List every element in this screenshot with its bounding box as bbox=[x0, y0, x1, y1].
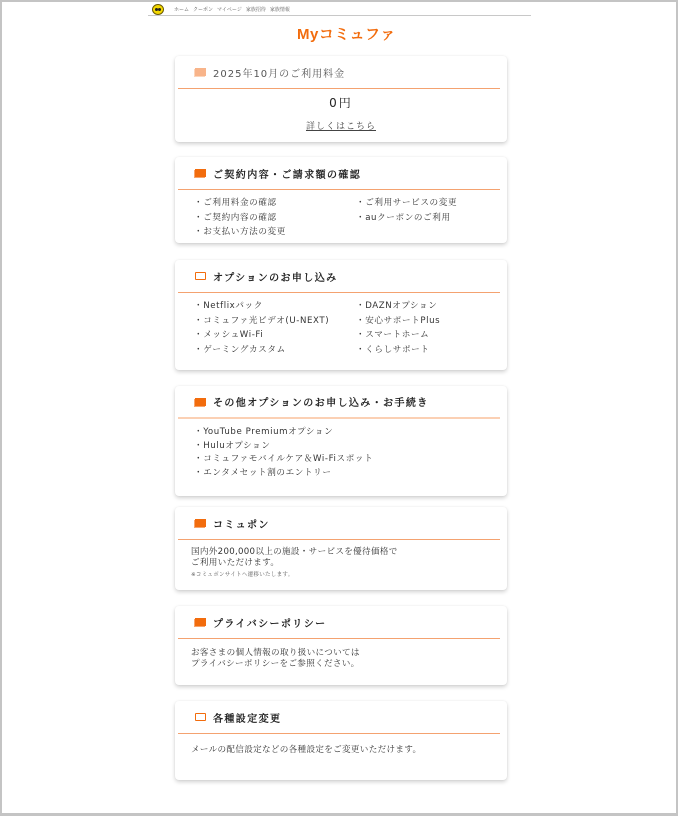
link-entame-set[interactable]: ・エンタメセット割のエントリー bbox=[194, 467, 332, 478]
nav-link-family-invite[interactable]: 家族招待 bbox=[245, 6, 266, 13]
link-au-coupon[interactable]: ・auクーポンのご利用 bbox=[356, 212, 451, 223]
billing-detail-link[interactable]: 詳しくはこちら bbox=[305, 122, 376, 132]
link-smart-home[interactable]: ・スマートホーム bbox=[356, 330, 430, 340]
settings-card[interactable] bbox=[175, 701, 507, 780]
commupon-line-2: ご利用いただけます。 bbox=[191, 558, 280, 568]
privacy-card[interactable] bbox=[175, 606, 507, 685]
nav-link-home[interactable]: ホーム bbox=[174, 6, 190, 13]
options-card bbox=[175, 260, 507, 370]
link-support-plus[interactable]: ・安心サポートPlus bbox=[356, 315, 441, 326]
book-icon bbox=[195, 618, 206, 626]
privacy-line-2: プライバシーポリシーをご参照ください。 bbox=[191, 659, 360, 669]
link-netflix[interactable]: ・Netflixパック bbox=[194, 301, 263, 311]
options-links bbox=[175, 293, 507, 357]
options-card-header bbox=[178, 260, 500, 293]
other-options-links bbox=[175, 419, 507, 480]
other-options-card-header bbox=[178, 386, 500, 419]
contract-title: ご契約内容・ご請求額の確認 bbox=[213, 169, 362, 181]
link-youtube-premium[interactable]: ・YouTube Premiumオプション bbox=[194, 427, 334, 437]
nav-link-family-info[interactable]: 家族情報 bbox=[269, 6, 290, 13]
commupon-card[interactable] bbox=[175, 507, 507, 590]
link-mobile-care[interactable]: ・コミュファモバイルケア＆Wi-Fiスポット bbox=[194, 454, 374, 464]
link-usage-fee[interactable]: ・ご利用料金の確認 bbox=[194, 198, 277, 208]
commupon-description bbox=[175, 540, 507, 581]
commupon-line-1: 国内外200,000以上の施設・サービスを優待価格で bbox=[191, 547, 398, 557]
square-outline-icon bbox=[195, 272, 206, 280]
book-icon bbox=[195, 169, 206, 177]
nav-link-coupon[interactable]: クーポン bbox=[193, 6, 214, 13]
link-change-service[interactable]: ・ご利用サービスの変更 bbox=[356, 198, 458, 208]
top-nav bbox=[152, 2, 294, 16]
settings-card-header bbox=[178, 701, 500, 734]
privacy-line-1: お客さまの個人情報の取り扱いについては bbox=[191, 648, 360, 658]
link-unext[interactable]: ・コミュファ光ビデオ(U-NEXT) bbox=[194, 315, 330, 326]
nav-divider bbox=[148, 15, 531, 16]
billing-title: 2025年10月のご利用料金 bbox=[213, 68, 346, 80]
nav-link-mypage[interactable]: マイページ bbox=[217, 6, 242, 13]
privacy-title: プライバシーポリシー bbox=[213, 618, 327, 630]
other-options-title: その他オプションのお申し込み・お手続き bbox=[213, 398, 429, 409]
link-gaming-custom[interactable]: ・ゲーミングカスタム bbox=[194, 344, 286, 355]
square-outline-icon bbox=[195, 713, 206, 721]
commupon-card-header bbox=[178, 507, 500, 540]
commupon-note: ※コミュポンサイトへ遷移いたします。 bbox=[191, 572, 294, 578]
book-icon bbox=[195, 519, 206, 527]
privacy-card-header bbox=[178, 606, 500, 639]
link-mesh-wifi[interactable]: ・メッシュWi-Fi bbox=[194, 330, 264, 340]
contract-links bbox=[175, 190, 507, 240]
book-icon bbox=[195, 398, 206, 406]
link-kurashi-support[interactable]: ・くらしサポート bbox=[356, 344, 430, 355]
mascot-face-icon[interactable] bbox=[152, 4, 164, 15]
privacy-description bbox=[175, 639, 507, 670]
book-icon bbox=[195, 68, 206, 76]
site-logo[interactable]: Myコミュファ bbox=[297, 26, 396, 43]
billing-amount: 0円 bbox=[329, 96, 353, 110]
link-hulu[interactable]: ・Huluオプション bbox=[194, 440, 271, 451]
link-payment-method[interactable]: ・お支払い方法の変更 bbox=[194, 227, 286, 237]
options-title: オプションのお申し込み bbox=[213, 272, 338, 284]
contract-card-header bbox=[178, 157, 500, 190]
settings-title: 各種設定変更 bbox=[213, 713, 282, 725]
commupon-title: コミュポン bbox=[213, 519, 270, 531]
link-contract-details[interactable]: ・ご契約内容の確認 bbox=[194, 212, 277, 223]
billing-card-header bbox=[178, 56, 500, 89]
settings-description bbox=[175, 734, 507, 756]
settings-line-1: メールの配信設定などの各種設定をご変更いただけます。 bbox=[191, 745, 422, 755]
other-options-card bbox=[175, 386, 507, 496]
contract-card bbox=[175, 157, 507, 243]
billing-card bbox=[175, 56, 507, 142]
link-dazn[interactable]: ・DAZNオプション bbox=[356, 301, 438, 311]
